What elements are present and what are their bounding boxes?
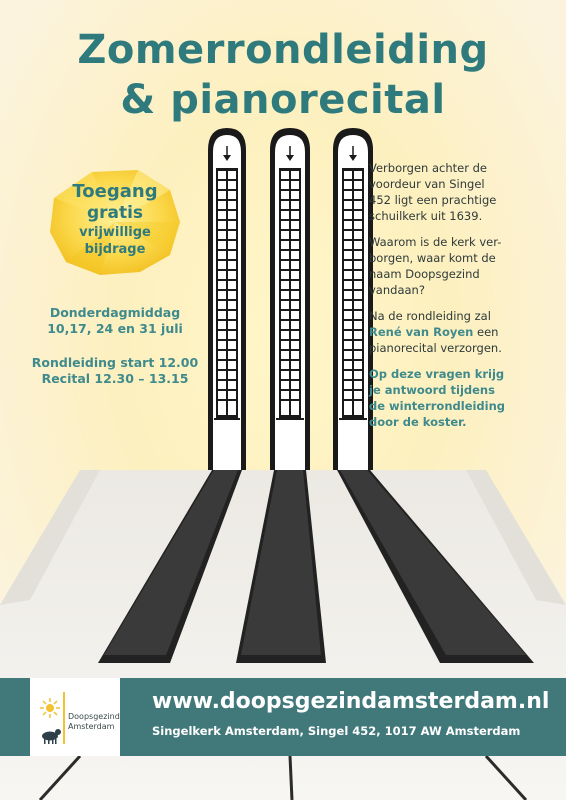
desc-p3-after-name: een xyxy=(473,325,499,339)
poster-title-line2: & pianorecital xyxy=(120,77,446,123)
window-2 xyxy=(270,128,310,470)
desc-p3-l3: pianorecital verzorgen. xyxy=(369,341,502,355)
desc-p3-l1: Na de rondleiding zal xyxy=(369,309,491,323)
desc-p4-l2: je antwoord tijdens xyxy=(369,383,495,397)
window-1 xyxy=(208,128,246,470)
schedule-day: Donderdagmiddag xyxy=(49,305,181,320)
logo-divider xyxy=(63,692,65,744)
badge-text-vrijwillige: vrijwillige xyxy=(79,225,151,240)
schedule-recital-time: Recital 12.30 – 13.15 xyxy=(41,371,189,386)
address: Singelkerk Amsterdam, Singel 452, 1017 AW Amsterdam xyxy=(152,724,521,738)
logo-name-line2: Amsterdam xyxy=(68,722,115,731)
logo xyxy=(30,678,120,756)
desc-p1-l4: schuilkerk uit 1639. xyxy=(369,209,483,223)
desc-p1-l1: Verborgen achter de xyxy=(369,161,487,175)
performer-name: René van Royen xyxy=(369,325,474,339)
desc-p2-l1: Waarom is de kerk ver- xyxy=(369,235,502,249)
desc-p2-l3: naam Doopsgezind xyxy=(369,267,480,281)
poster-title-line1: Zomerrondleiding xyxy=(77,27,489,73)
badge-text-gratis: gratis xyxy=(86,203,144,223)
desc-p4-l4: door de koster. xyxy=(369,415,467,429)
footer-bar xyxy=(0,678,566,756)
desc-p1-l3: 452 ligt een prachtige xyxy=(369,193,497,207)
sun-icon xyxy=(40,698,60,718)
desc-p4-l1: Op deze vragen krijg xyxy=(369,367,505,381)
window-3 xyxy=(333,128,373,470)
schedule-tour-start: Rondleiding start 12.00 xyxy=(31,355,199,370)
lamb-icon xyxy=(42,729,61,744)
website-url: www.doopsgezindamsterdam.nl xyxy=(152,689,550,714)
badge-text-bijdrage: bijdrage xyxy=(84,242,146,257)
desc-p2-l4: vandaan? xyxy=(369,283,425,297)
desc-p4-l3: de winterrondleiding xyxy=(369,399,506,413)
badge-text-toegang: Toegang xyxy=(72,181,158,202)
logo-name-line1: Doopsgezind xyxy=(68,712,120,721)
schedule-dates: 10,17, 24 en 31 juli xyxy=(47,321,183,336)
desc-p3-l2 xyxy=(369,324,549,340)
desc-p2-l2: borgen, waar komt de xyxy=(369,251,496,265)
desc-p1-l2: voordeur van Singel xyxy=(369,177,485,191)
